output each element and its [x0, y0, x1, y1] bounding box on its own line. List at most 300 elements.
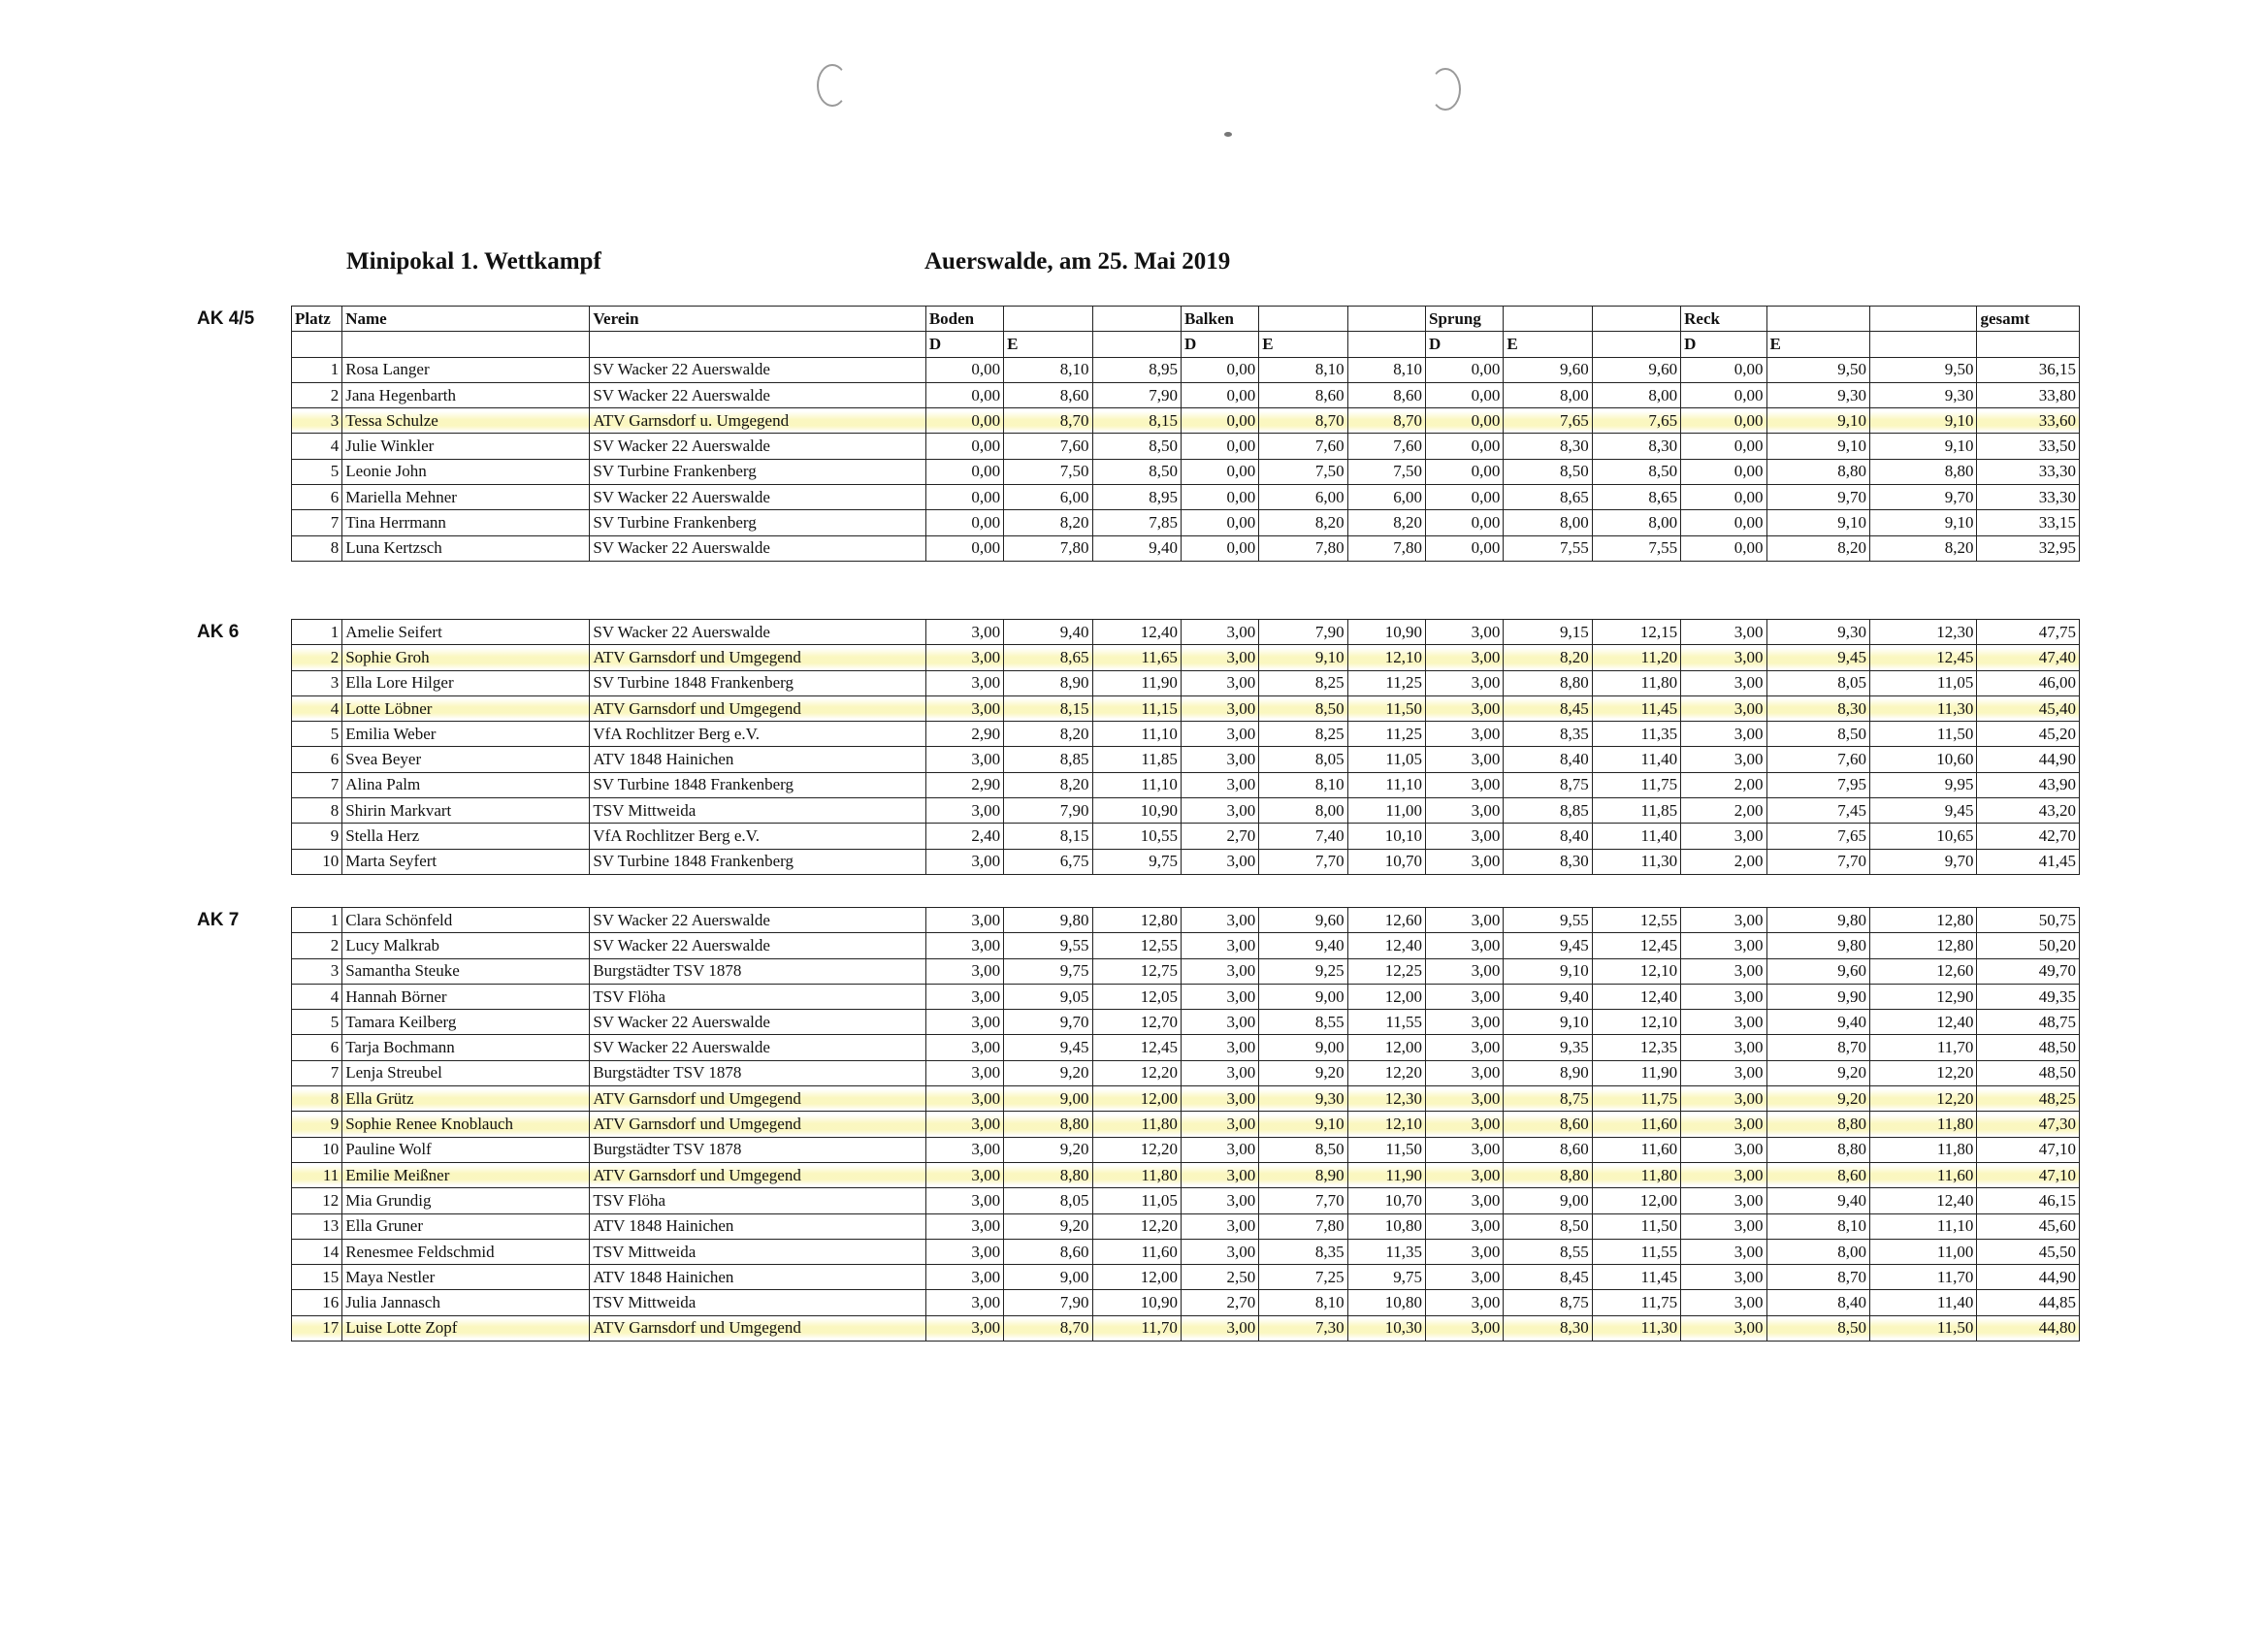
score-boden-e-cell: 6,00 [1004, 485, 1092, 510]
club-cell: SV Wacker 22 Auerswalde [590, 1035, 926, 1060]
score-balken-e-cell: 7,30 [1259, 1315, 1347, 1341]
score-gesamt-cell: 42,70 [1977, 824, 2080, 849]
score-sprung-sum-cell: 8,50 [1592, 459, 1680, 484]
score-reck-d-cell: 3,00 [1681, 1239, 1766, 1264]
score-balken-e-cell: 8,60 [1259, 382, 1347, 407]
score-sprung-d-cell: 3,00 [1426, 958, 1504, 984]
score-reck-d-cell: 3,00 [1681, 1188, 1766, 1213]
score-reck-d-cell: 3,00 [1681, 1035, 1766, 1060]
table-row [292, 747, 2080, 772]
score-balken-e-cell: 8,55 [1259, 1010, 1347, 1035]
score-balken-sum-cell: 10,30 [1347, 1315, 1425, 1341]
score-boden-d-cell: 0,00 [925, 408, 1003, 434]
score-sprung-e-cell: 8,75 [1504, 772, 1592, 797]
score-sprung-e-cell: 8,65 [1504, 485, 1592, 510]
score-reck-d-cell: 3,00 [1681, 645, 1766, 670]
table-row [292, 798, 2080, 824]
score-sprung-e-cell: 8,85 [1504, 798, 1592, 824]
score-boden-sum-cell: 11,70 [1092, 1315, 1181, 1341]
score-sprung-e-cell: 8,45 [1504, 695, 1592, 721]
table-row [292, 1060, 2080, 1085]
score-balken-d-cell: 3,00 [1181, 620, 1258, 645]
score-boden-d-cell: 2,40 [925, 824, 1003, 849]
score-balken-d-cell: 0,00 [1181, 485, 1258, 510]
score-balken-d-cell: 3,00 [1181, 1086, 1258, 1112]
score-reck-d-cell: 3,00 [1681, 670, 1766, 695]
score-sprung-d-cell: 0,00 [1426, 382, 1504, 407]
score-balken-sum-cell: 12,40 [1347, 933, 1425, 958]
score-gesamt-cell: 44,85 [1977, 1290, 2080, 1315]
table-row [292, 1035, 2080, 1060]
score-boden-e-cell: 8,15 [1004, 824, 1092, 849]
score-balken-sum-cell: 12,10 [1347, 1112, 1425, 1137]
score-balken-sum-cell: 10,80 [1347, 1290, 1425, 1315]
subheader-empty [342, 332, 590, 357]
score-reck-d-cell: 3,00 [1681, 1112, 1766, 1137]
score-sprung-sum-cell: 11,40 [1592, 747, 1680, 772]
score-boden-d-cell: 3,00 [925, 908, 1003, 933]
score-balken-e-cell: 8,05 [1259, 747, 1347, 772]
club-cell: ATV 1848 Hainichen [590, 747, 926, 772]
score-sprung-sum-cell: 12,10 [1592, 1010, 1680, 1035]
score-boden-d-cell: 3,00 [925, 849, 1003, 874]
score-balken-d-cell: 3,00 [1181, 1035, 1258, 1060]
score-balken-sum-cell: 10,70 [1347, 849, 1425, 874]
placement-cell: 12 [292, 1188, 342, 1213]
athlete-name-cell: Amelie Seifert [342, 620, 590, 645]
table-row [292, 357, 2080, 382]
score-gesamt-cell: 33,80 [1977, 382, 2080, 407]
athlete-name-cell: Luise Lotte Zopf [342, 1315, 590, 1341]
score-sprung-d-cell: 3,00 [1426, 620, 1504, 645]
score-boden-e-cell: 9,45 [1004, 1035, 1092, 1060]
score-sprung-d-cell: 3,00 [1426, 722, 1504, 747]
score-sprung-e-cell: 8,60 [1504, 1112, 1592, 1137]
score-sprung-e-cell: 8,75 [1504, 1086, 1592, 1112]
score-balken-d-cell: 3,00 [1181, 1112, 1258, 1137]
score-boden-d-cell: 3,00 [925, 670, 1003, 695]
score-boden-e-cell: 8,85 [1004, 747, 1092, 772]
score-reck-d-cell: 3,00 [1681, 824, 1766, 849]
club-cell: Burgstädter TSV 1878 [590, 958, 926, 984]
club-cell: SV Wacker 22 Auerswalde [590, 485, 926, 510]
placement-cell: 6 [292, 1035, 342, 1060]
athlete-name-cell: Svea Beyer [342, 747, 590, 772]
score-balken-sum-cell: 11,25 [1347, 722, 1425, 747]
score-boden-e-cell: 8,80 [1004, 1162, 1092, 1187]
header-balken: Balken [1181, 307, 1258, 332]
score-sprung-sum-cell: 11,35 [1592, 722, 1680, 747]
athlete-name-cell: Tamara Keilberg [342, 1010, 590, 1035]
club-cell: SV Turbine 1848 Frankenberg [590, 772, 926, 797]
club-cell: SV Wacker 22 Auerswalde [590, 1010, 926, 1035]
club-cell: ATV Garnsdorf und Umgegend [590, 1086, 926, 1112]
athlete-name-cell: Julia Jannasch [342, 1290, 590, 1315]
athlete-name-cell: Hannah Börner [342, 984, 590, 1009]
score-reck-sum-cell: 11,60 [1869, 1162, 1976, 1187]
table-row [292, 645, 2080, 670]
score-reck-sum-cell: 11,50 [1869, 1315, 1976, 1341]
score-balken-e-cell: 8,35 [1259, 1239, 1347, 1264]
athlete-name-cell: Ella Gruner [342, 1213, 590, 1239]
score-gesamt-cell: 47,30 [1977, 1112, 2080, 1137]
score-boden-sum-cell: 11,10 [1092, 722, 1181, 747]
athlete-name-cell: Tina Herrmann [342, 510, 590, 535]
subheader-empty [1977, 332, 2080, 357]
score-boden-d-cell: 3,00 [925, 1290, 1003, 1315]
score-boden-e-cell: 8,65 [1004, 645, 1092, 670]
score-boden-d-cell: 0,00 [925, 510, 1003, 535]
score-sprung-d-cell: 0,00 [1426, 434, 1504, 459]
placement-cell: 14 [292, 1239, 342, 1264]
score-sprung-e-cell: 9,00 [1504, 1188, 1592, 1213]
placement-cell: 8 [292, 798, 342, 824]
score-boden-e-cell: 9,70 [1004, 1010, 1092, 1035]
placement-cell: 7 [292, 1060, 342, 1085]
score-reck-sum-cell: 12,40 [1869, 1188, 1976, 1213]
score-balken-sum-cell: 11,50 [1347, 695, 1425, 721]
score-boden-e-cell: 8,70 [1004, 1315, 1092, 1341]
score-sprung-e-cell: 8,60 [1504, 1137, 1592, 1162]
score-reck-e-cell: 9,30 [1766, 620, 1869, 645]
placement-cell: 6 [292, 485, 342, 510]
table-row [292, 670, 2080, 695]
placement-cell: 8 [292, 535, 342, 561]
score-reck-e-cell: 9,40 [1766, 1188, 1869, 1213]
table-row [292, 1162, 2080, 1187]
score-reck-d-cell: 3,00 [1681, 958, 1766, 984]
subheader-e: E [1766, 332, 1869, 357]
score-sprung-e-cell: 8,40 [1504, 747, 1592, 772]
score-reck-sum-cell: 9,45 [1869, 798, 1976, 824]
subheader-e: E [1504, 332, 1592, 357]
score-reck-sum-cell: 11,00 [1869, 1239, 1976, 1264]
score-boden-e-cell: 8,10 [1004, 357, 1092, 382]
score-balken-e-cell: 8,50 [1259, 1137, 1347, 1162]
score-reck-d-cell: 0,00 [1681, 357, 1766, 382]
score-boden-sum-cell: 12,20 [1092, 1060, 1181, 1085]
score-balken-e-cell: 7,25 [1259, 1265, 1347, 1290]
score-gesamt-cell: 46,00 [1977, 670, 2080, 695]
club-cell: SV Turbine 1848 Frankenberg [590, 670, 926, 695]
placement-cell: 11 [292, 1162, 342, 1187]
score-gesamt-cell: 43,20 [1977, 798, 2080, 824]
score-gesamt-cell: 46,15 [1977, 1188, 2080, 1213]
score-sprung-sum-cell: 11,90 [1592, 1060, 1680, 1085]
score-sprung-sum-cell: 11,75 [1592, 1290, 1680, 1315]
score-boden-e-cell: 8,60 [1004, 382, 1092, 407]
score-boden-d-cell: 2,90 [925, 772, 1003, 797]
placement-cell: 1 [292, 908, 342, 933]
score-gesamt-cell: 48,50 [1977, 1035, 2080, 1060]
score-reck-sum-cell: 10,65 [1869, 824, 1976, 849]
header-verein: Verein [590, 307, 926, 332]
score-boden-d-cell: 3,00 [925, 984, 1003, 1009]
score-boden-e-cell: 7,50 [1004, 459, 1092, 484]
score-sprung-e-cell: 9,15 [1504, 620, 1592, 645]
score-reck-d-cell: 3,00 [1681, 1213, 1766, 1239]
score-balken-d-cell: 2,50 [1181, 1265, 1258, 1290]
score-sprung-e-cell: 8,45 [1504, 1265, 1592, 1290]
athlete-name-cell: Julie Winkler [342, 434, 590, 459]
score-gesamt-cell: 32,95 [1977, 535, 2080, 561]
score-reck-e-cell: 9,40 [1766, 1010, 1869, 1035]
score-reck-d-cell: 0,00 [1681, 382, 1766, 407]
score-sprung-e-cell: 8,80 [1504, 1162, 1592, 1187]
placement-cell: 5 [292, 459, 342, 484]
athlete-name-cell: Clara Schönfeld [342, 908, 590, 933]
ak7-rows [292, 908, 2080, 1342]
score-sprung-d-cell: 3,00 [1426, 695, 1504, 721]
score-balken-e-cell: 8,10 [1259, 1290, 1347, 1315]
score-balken-e-cell: 7,70 [1259, 849, 1347, 874]
athlete-name-cell: Alina Palm [342, 772, 590, 797]
placement-cell: 4 [292, 695, 342, 721]
placement-cell: 7 [292, 510, 342, 535]
athlete-name-cell: Emilia Weber [342, 722, 590, 747]
group-label-ak7: AK 7 [197, 910, 240, 930]
placement-cell: 9 [292, 1112, 342, 1137]
score-gesamt-cell: 45,40 [1977, 695, 2080, 721]
score-balken-e-cell: 8,20 [1259, 510, 1347, 535]
score-reck-e-cell: 9,20 [1766, 1060, 1869, 1085]
score-boden-sum-cell: 7,90 [1092, 382, 1181, 407]
group-label-ak6: AK 6 [197, 622, 240, 642]
athlete-name-cell: Sophie Groh [342, 645, 590, 670]
athlete-name-cell: Shirin Markvart [342, 798, 590, 824]
score-reck-e-cell: 8,70 [1766, 1035, 1869, 1060]
score-balken-sum-cell: 11,35 [1347, 1239, 1425, 1264]
table-row [292, 1188, 2080, 1213]
club-cell: TSV Flöha [590, 1188, 926, 1213]
header-reck: Reck [1681, 307, 1766, 332]
score-reck-e-cell: 9,10 [1766, 434, 1869, 459]
score-balken-sum-cell: 7,50 [1347, 459, 1425, 484]
club-cell: ATV 1848 Hainichen [590, 1213, 926, 1239]
score-reck-e-cell: 9,60 [1766, 958, 1869, 984]
score-balken-e-cell: 9,00 [1259, 984, 1347, 1009]
score-sprung-d-cell: 0,00 [1426, 459, 1504, 484]
score-sprung-sum-cell: 11,45 [1592, 695, 1680, 721]
placement-cell: 5 [292, 722, 342, 747]
score-gesamt-cell: 44,90 [1977, 1265, 2080, 1290]
score-reck-e-cell: 9,80 [1766, 933, 1869, 958]
score-gesamt-cell: 33,60 [1977, 408, 2080, 434]
header-empty [1766, 307, 1869, 332]
score-boden-sum-cell: 12,40 [1092, 620, 1181, 645]
header-empty [1259, 307, 1347, 332]
score-boden-sum-cell: 12,70 [1092, 1010, 1181, 1035]
score-balken-d-cell: 2,70 [1181, 824, 1258, 849]
table-row [292, 824, 2080, 849]
score-sprung-sum-cell: 11,80 [1592, 1162, 1680, 1187]
score-balken-d-cell: 0,00 [1181, 434, 1258, 459]
score-balken-sum-cell: 10,80 [1347, 1213, 1425, 1239]
score-reck-d-cell: 0,00 [1681, 510, 1766, 535]
score-reck-e-cell: 8,10 [1766, 1213, 1869, 1239]
score-gesamt-cell: 43,90 [1977, 772, 2080, 797]
score-balken-d-cell: 3,00 [1181, 958, 1258, 984]
location-date: Auerswalde, am 25. Mai 2019 [924, 248, 1231, 275]
score-reck-e-cell: 9,80 [1766, 908, 1869, 933]
club-cell: VfA Rochlitzer Berg e.V. [590, 722, 926, 747]
score-sprung-sum-cell: 11,20 [1592, 645, 1680, 670]
score-sprung-sum-cell: 11,55 [1592, 1239, 1680, 1264]
score-sprung-d-cell: 3,00 [1426, 670, 1504, 695]
score-gesamt-cell: 47,75 [1977, 620, 2080, 645]
score-balken-sum-cell: 11,90 [1347, 1162, 1425, 1187]
score-sprung-sum-cell: 11,75 [1592, 772, 1680, 797]
score-reck-e-cell: 8,70 [1766, 1265, 1869, 1290]
score-boden-sum-cell: 8,50 [1092, 434, 1181, 459]
score-balken-d-cell: 3,00 [1181, 670, 1258, 695]
score-reck-sum-cell: 9,70 [1869, 485, 1976, 510]
placement-cell: 1 [292, 357, 342, 382]
score-boden-sum-cell: 12,05 [1092, 984, 1181, 1009]
score-balken-d-cell: 0,00 [1181, 408, 1258, 434]
club-cell: SV Wacker 22 Auerswalde [590, 382, 926, 407]
score-reck-sum-cell: 11,05 [1869, 670, 1976, 695]
club-cell: ATV Garnsdorf und Umgegend [590, 1162, 926, 1187]
scan-speck [1224, 132, 1232, 137]
score-sprung-e-cell: 8,30 [1504, 1315, 1592, 1341]
score-reck-d-cell: 3,00 [1681, 1315, 1766, 1341]
club-cell: Burgstädter TSV 1878 [590, 1060, 926, 1085]
score-reck-sum-cell: 10,60 [1869, 747, 1976, 772]
subheader-empty [1092, 332, 1181, 357]
score-reck-e-cell: 7,65 [1766, 824, 1869, 849]
header-boden: Boden [925, 307, 1003, 332]
score-sprung-d-cell: 3,00 [1426, 1265, 1504, 1290]
score-balken-d-cell: 3,00 [1181, 722, 1258, 747]
table-row [292, 1112, 2080, 1137]
subheader-empty [590, 332, 926, 357]
score-balken-d-cell: 0,00 [1181, 510, 1258, 535]
score-balken-sum-cell: 9,75 [1347, 1265, 1425, 1290]
table-row [292, 1137, 2080, 1162]
placement-cell: 8 [292, 1086, 342, 1112]
score-sprung-sum-cell: 11,75 [1592, 1086, 1680, 1112]
club-cell: ATV Garnsdorf u. Umgegend [590, 408, 926, 434]
score-sprung-d-cell: 3,00 [1426, 1137, 1504, 1162]
score-balken-e-cell: 7,70 [1259, 1188, 1347, 1213]
placement-cell: 2 [292, 645, 342, 670]
score-gesamt-cell: 33,15 [1977, 510, 2080, 535]
score-gesamt-cell: 50,75 [1977, 908, 2080, 933]
score-reck-sum-cell: 12,60 [1869, 958, 1976, 984]
subheader-empty [1347, 332, 1425, 357]
table-row [292, 772, 2080, 797]
header-platz: Platz [292, 307, 342, 332]
score-balken-e-cell: 6,00 [1259, 485, 1347, 510]
subheader-row [292, 332, 2080, 357]
score-balken-d-cell: 3,00 [1181, 1137, 1258, 1162]
score-boden-e-cell: 7,90 [1004, 798, 1092, 824]
score-boden-e-cell: 7,80 [1004, 535, 1092, 561]
subheader-d: D [1426, 332, 1504, 357]
score-boden-e-cell: 8,90 [1004, 670, 1092, 695]
score-sprung-d-cell: 0,00 [1426, 357, 1504, 382]
athlete-name-cell: Luna Kertzsch [342, 535, 590, 561]
score-boden-sum-cell: 11,90 [1092, 670, 1181, 695]
table-row [292, 1265, 2080, 1290]
table-row [292, 958, 2080, 984]
club-cell: Burgstädter TSV 1878 [590, 1137, 926, 1162]
club-cell: SV Turbine Frankenberg [590, 459, 926, 484]
score-boden-d-cell: 0,00 [925, 459, 1003, 484]
placement-cell: 4 [292, 984, 342, 1009]
athlete-name-cell: Lenja Streubel [342, 1060, 590, 1085]
score-balken-d-cell: 3,00 [1181, 645, 1258, 670]
score-balken-d-cell: 3,00 [1181, 984, 1258, 1009]
score-sprung-sum-cell: 11,50 [1592, 1213, 1680, 1239]
athlete-name-cell: Samantha Steuke [342, 958, 590, 984]
placement-cell: 10 [292, 1137, 342, 1162]
athlete-name-cell: Mia Grundig [342, 1188, 590, 1213]
score-reck-e-cell: 9,30 [1766, 382, 1869, 407]
placement-cell: 13 [292, 1213, 342, 1239]
score-balken-e-cell: 8,90 [1259, 1162, 1347, 1187]
table-row [292, 1315, 2080, 1341]
table-row [292, 722, 2080, 747]
score-balken-sum-cell: 11,10 [1347, 772, 1425, 797]
score-sprung-sum-cell: 11,30 [1592, 1315, 1680, 1341]
score-reck-d-cell: 3,00 [1681, 1010, 1766, 1035]
score-sprung-sum-cell: 11,60 [1592, 1112, 1680, 1137]
punch-hole-left [817, 64, 848, 107]
score-reck-d-cell: 3,00 [1681, 908, 1766, 933]
score-balken-e-cell: 7,60 [1259, 434, 1347, 459]
score-boden-sum-cell: 8,95 [1092, 485, 1181, 510]
score-balken-e-cell: 8,10 [1259, 357, 1347, 382]
score-gesamt-cell: 47,40 [1977, 645, 2080, 670]
score-reck-d-cell: 3,00 [1681, 695, 1766, 721]
score-balken-d-cell: 0,00 [1181, 535, 1258, 561]
score-reck-e-cell: 7,70 [1766, 849, 1869, 874]
score-balken-sum-cell: 11,00 [1347, 798, 1425, 824]
score-reck-d-cell: 3,00 [1681, 984, 1766, 1009]
score-balken-d-cell: 0,00 [1181, 357, 1258, 382]
athlete-name-cell: Tarja Bochmann [342, 1035, 590, 1060]
score-reck-sum-cell: 9,95 [1869, 772, 1976, 797]
score-reck-d-cell: 3,00 [1681, 1265, 1766, 1290]
results-table-ak45 [291, 306, 2080, 562]
score-balken-e-cell: 7,50 [1259, 459, 1347, 484]
club-cell: TSV Mittweida [590, 798, 926, 824]
score-sprung-d-cell: 3,00 [1426, 772, 1504, 797]
score-balken-d-cell: 0,00 [1181, 382, 1258, 407]
score-boden-d-cell: 3,00 [925, 645, 1003, 670]
score-reck-d-cell: 3,00 [1681, 747, 1766, 772]
club-cell: SV Wacker 22 Auerswalde [590, 434, 926, 459]
table-row [292, 485, 2080, 510]
document-title: Minipokal 1. Wettkampf [346, 248, 601, 275]
score-reck-e-cell: 8,20 [1766, 535, 1869, 561]
score-boden-e-cell: 8,05 [1004, 1188, 1092, 1213]
score-balken-d-cell: 3,00 [1181, 933, 1258, 958]
score-balken-e-cell: 9,30 [1259, 1086, 1347, 1112]
score-boden-d-cell: 3,00 [925, 1010, 1003, 1035]
score-sprung-e-cell: 8,35 [1504, 722, 1592, 747]
athlete-name-cell: Maya Nestler [342, 1265, 590, 1290]
score-balken-e-cell: 9,25 [1259, 958, 1347, 984]
score-reck-d-cell: 0,00 [1681, 434, 1766, 459]
score-balken-sum-cell: 7,80 [1347, 535, 1425, 561]
placement-cell: 6 [292, 747, 342, 772]
score-boden-sum-cell: 10,90 [1092, 798, 1181, 824]
score-sprung-sum-cell: 8,00 [1592, 382, 1680, 407]
score-reck-sum-cell: 11,30 [1869, 695, 1976, 721]
